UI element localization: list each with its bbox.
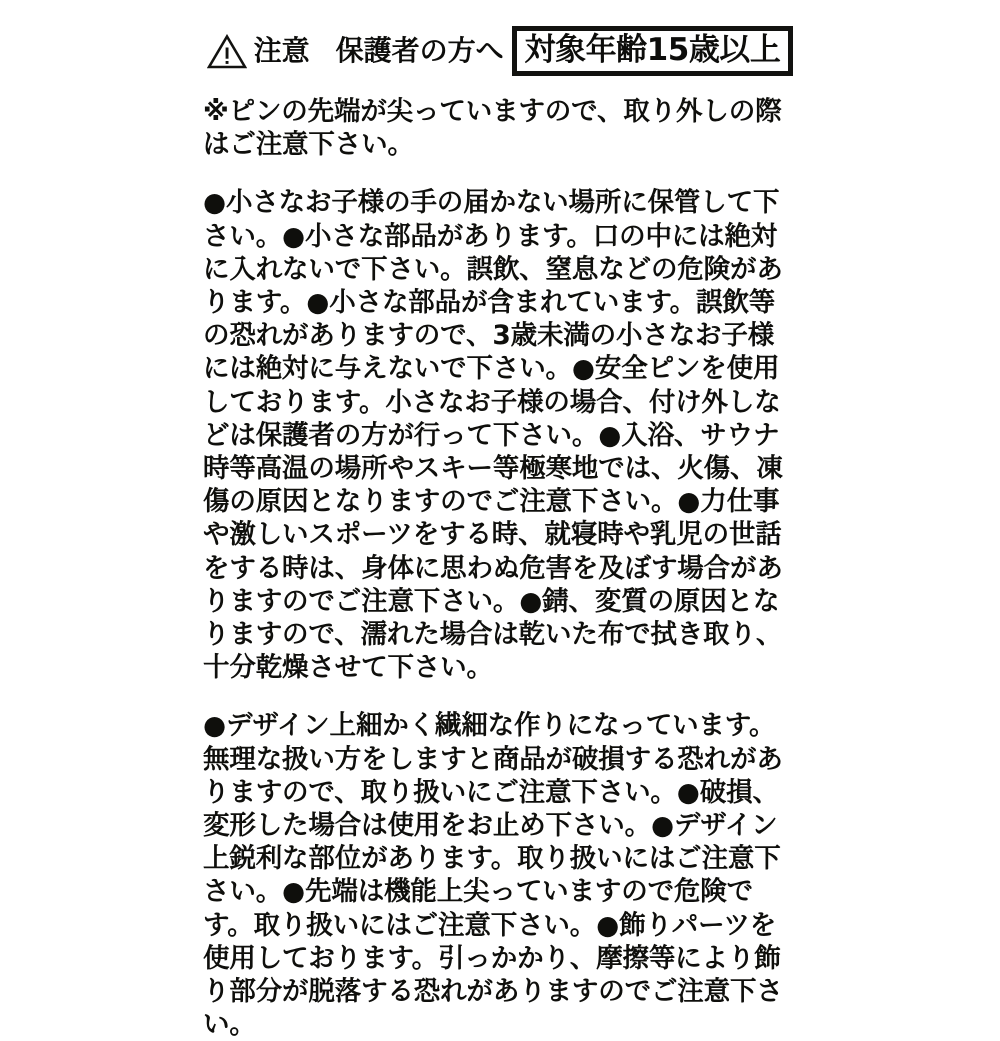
warning-triangle-icon: [207, 34, 247, 70]
warning-body: [203, 95, 791, 1041]
handling-warnings-paragraph: ●デザイン上細かく繊細な作りになっています。無理な扱い方をしますと商品が破損する恐れがありますので、取り扱いにご注意下さい。●破損、変形した場合は使用をお止め下さい。●デザイン上鋭利な部位があります。取り扱いにはご注意下さい。●先端は機能上尖っていますので危険です。取り扱いにはご注意下さい。●飾りパーツを使用しております。引っかかり、摩擦等により飾り部分が脱落する恐れがありますのでご注意下さい。: [203, 710, 783, 1041]
caution-label: 注意: [253, 34, 310, 67]
age-restriction-label: 対象年齢15歳以上: [524, 31, 781, 68]
safety-warnings-paragraph: ●小さなお子様の手の届かない場所に保管して下さい。●小さな部品があります。口の中には絶対に入れないで下さい。誤飲、窒息などの危険があります。●小さな部品が含まれています。誤飲等の恐れがありますので、3歳未満の小さなお子様には絶対に与えないで下さい。●安全ピンを使用しております。小さなお子様の場合、付け外しなどは保護者の方が行って下さい。●入浴、サウナ時等高温の場所やスキー等極寒地では、火傷、凍傷の原因となりますのでご注意下さい。●力仕事や激しいスポーツをする時、就寝時や乳児の世話をする時は、身体に思わぬ危害を及ぼす場合がありますのでご注意下さい。●錆、変質の原因となりますので、濡れた場合は乾いた布で拭き取り、十分乾燥させて下さい。: [203, 187, 783, 684]
guardian-label: 保護者の方へ: [335, 34, 504, 67]
pin-notice-paragraph: ※ピンの先端が尖っていますので、取り外しの際はご注意下さい。: [203, 96, 782, 161]
age-restriction-box: [512, 26, 794, 77]
header-row: [0, 22, 1000, 80]
